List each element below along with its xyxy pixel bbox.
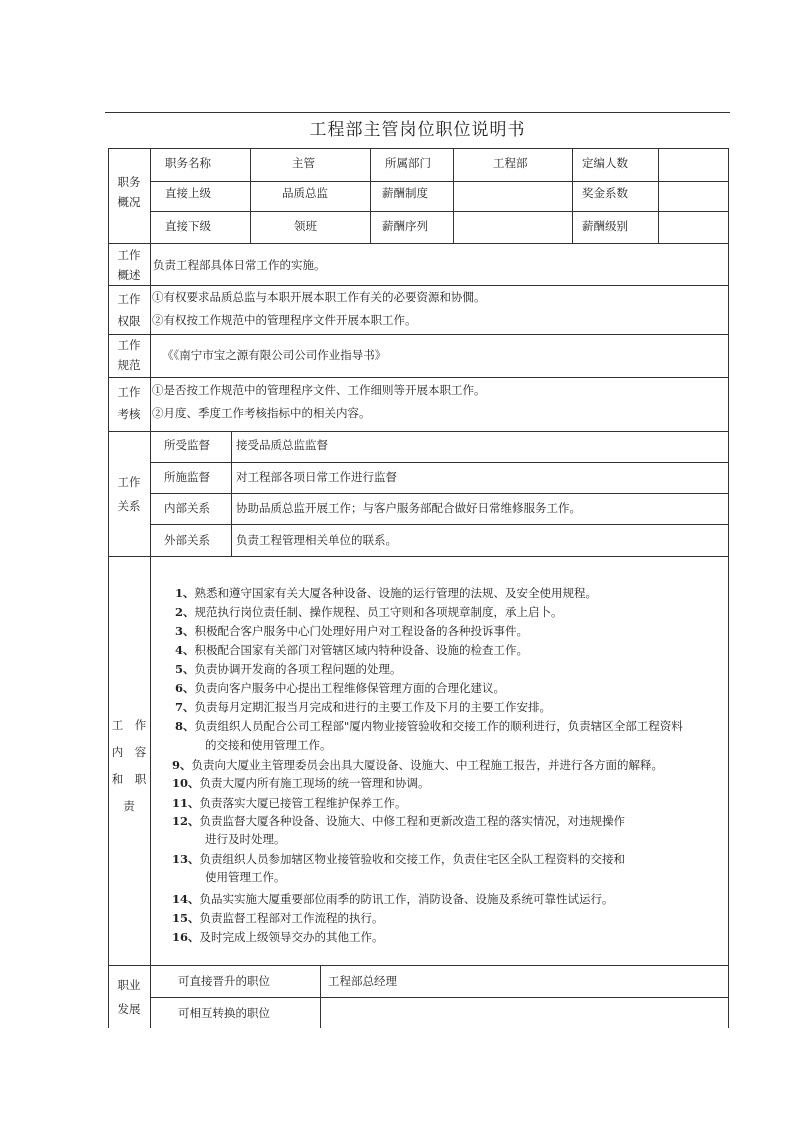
section-label-career: 职业 发展 <box>117 978 141 1016</box>
section-label-authority: 工作 权限 <box>117 292 141 328</box>
cell-label: 直接下级 <box>165 219 211 233</box>
list-item-continuation: 的交接和使用管理工作。 <box>205 738 332 752</box>
list-item: 7、负责每月定期汇报当月完成和进行的主要工作及下月的主要工作安排。 <box>175 700 552 714</box>
cell-label: 定编人数 <box>582 156 628 170</box>
section-label-norms: 工作 规范 <box>117 338 141 372</box>
list-item-continuation: 使用管理工作。 <box>205 870 286 884</box>
section-label-text: 职务 <box>117 175 141 189</box>
list-item: 10、负责大厦内所有施工现场的统一管理和协调。 <box>172 776 430 790</box>
relation-value: 负责工程管理相关单位的联系。 <box>236 533 397 547</box>
assessment-line: ①是否按工作规范中的管理程序文件、工作细则等开展本职工作。 <box>152 383 486 397</box>
relation-value: 对工程部各项日常工作进行监督 <box>236 470 397 484</box>
relation-value: 接受品质总监监督 <box>236 438 328 452</box>
career-value: 工程部总经理 <box>328 974 397 988</box>
career-label: 可直接晋升的职位 <box>178 974 270 988</box>
relation-label: 所施监督 <box>164 470 210 484</box>
assessment-line: ②月度、季度工作考核指标中的相关内容。 <box>152 406 371 420</box>
cell-label: 所属部门 <box>385 156 431 170</box>
summary-text: 负责工程部具体日常工作的实施。 <box>153 258 326 272</box>
cell-label: 薪酬序列 <box>382 219 428 233</box>
cell-value: 领班 <box>294 219 317 233</box>
section-label-text: 概况 <box>117 195 141 209</box>
list-item: 11、负责落实大厦已接管工程维护保养工作。 <box>172 796 407 810</box>
list-item: 5、负责协调开发商的各项工程问题的处理。 <box>175 662 402 676</box>
relation-label: 外部关系 <box>164 533 210 547</box>
relation-label: 内部关系 <box>164 501 210 515</box>
career-label: 可相互转换的职位 <box>178 1006 270 1020</box>
cell-label: 奖金系数 <box>582 186 628 200</box>
list-item: 6、负责向客户服务中心提出工程维修保管理方面的合理化建议。 <box>175 681 506 695</box>
relation-value: 协助品质总监开展工作；与客户服务部配合做好日常维修服务工作。 <box>236 501 581 515</box>
section-label-duties: 工 作 内 容 和 职 责 <box>111 718 147 813</box>
relation-label: 所受监督 <box>164 438 210 452</box>
cell-value: 工程部 <box>493 156 528 170</box>
list-item: 14、负品实实施大厦重要部位雨季的防讯工作，消防设备、设施及系统可靠性试运行。 <box>172 892 614 906</box>
list-item: 9、负责向大厦业主管理委员会出具大厦设备、设施大、中工程施工报告，并进行各方面的解释。 <box>172 758 664 772</box>
list-item: 1、熟悉和遵守国家有关大厦各种设备、设施的运行管理的法规、及安全使用规程。 <box>175 586 598 600</box>
list-item: 2、规范执行岗位责任制、操作规程、员工守则和各项规章制度，承上启卜。 <box>175 605 563 619</box>
authority-line: ②有权按工作规范中的管理程序文件开展本职工作。 <box>152 313 417 327</box>
cell-value: 品质总监 <box>282 186 328 200</box>
list-item-continuation: 进行及时处理。 <box>205 832 286 846</box>
norms-text: 《《南宁市宝之源有限公司公司作业指导书》 <box>162 348 387 362</box>
cell-label: 薪酬制度 <box>382 186 428 200</box>
list-item: 15、负责监督工程部对工作流程的执行。 <box>172 911 384 925</box>
section-label-relations: 工作 关系 <box>117 475 141 513</box>
cell-label: 薪酬级别 <box>582 219 628 233</box>
list-item: 13、负责组织人员参加辖区物业接管验收和交接工作，负责住宅区全队工程资料的交接和 <box>172 852 626 866</box>
cell-label: 直接上级 <box>165 186 211 200</box>
document-title: 工程部主管岗位职位说明书 <box>309 120 526 140</box>
list-item: 4、积极配合国家有关部门对管辖区域内特种设备、设施的检查工作。 <box>175 643 529 657</box>
list-item: 3、积极配合客户服务中心门处理好用户对工程设备的各种投诉事件。 <box>175 624 529 638</box>
authority-line: ①有权要求品质总监与本职开展本职工作有关的必要资源和协僩。 <box>152 290 486 304</box>
cell-value: 主管 <box>292 156 315 170</box>
section-label-overview <box>108 172 150 212</box>
list-item: 16、及时完成上级领导交办的其他工作。 <box>172 930 384 944</box>
section-label-summary: 工作 概述 <box>117 248 141 282</box>
duties-list <box>172 585 735 948</box>
section-label-assessment: 工作 考核 <box>117 385 141 421</box>
list-item: 8、负责组织人员配合公司工程部"厦内物业接管验收和交接工作的顺利进行，负责辖区全部工程资料 <box>175 719 683 733</box>
list-item: 12、负责监督大厦各种设备、设施大、中修工程和更新改造工程的落实情况，对违规操作 <box>172 814 626 828</box>
header-rule <box>105 112 730 113</box>
cell-label: 职务名称 <box>165 156 211 170</box>
